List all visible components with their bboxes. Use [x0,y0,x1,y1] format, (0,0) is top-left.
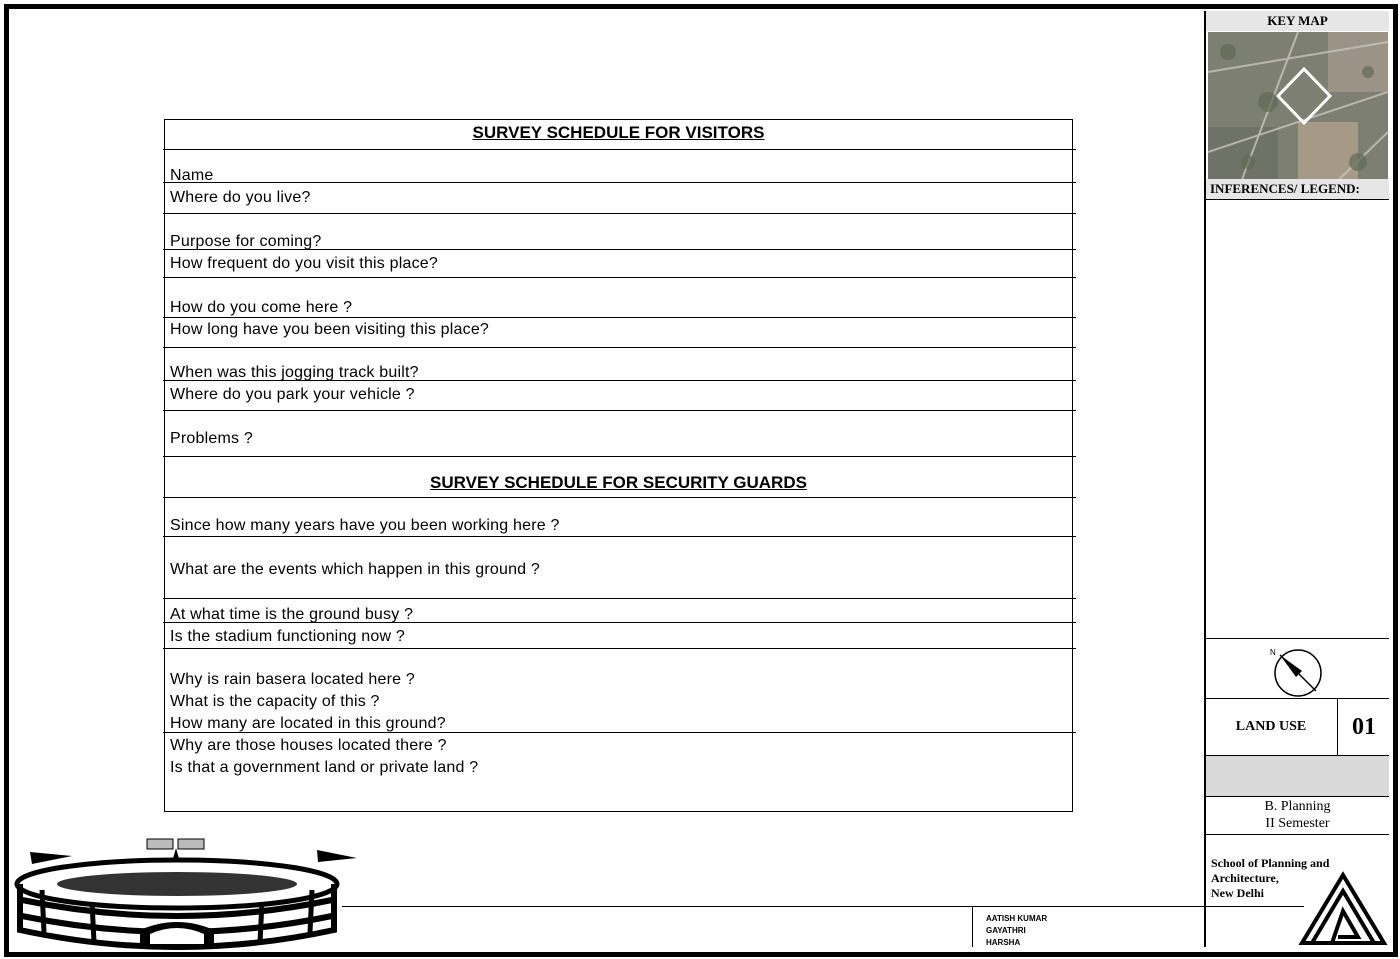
course-info [1206,798,1389,832]
footer-rule [342,906,1304,907]
author-names [986,913,1047,949]
question-track-built: When was this jogging track built? [170,364,419,381]
row-divider [163,249,1076,250]
row-divider [163,497,1076,498]
sheet-title: LAND USE [1235,719,1307,734]
guards-heading: SURVEY SCHEDULE FOR SECURITY GUARDS [430,473,807,492]
school-logo-icon [1298,871,1388,947]
visitors-heading: SURVEY SCHEDULE FOR VISITORS [472,123,765,142]
row-divider [163,456,1076,457]
question-transport: How do you come here ? [170,299,353,316]
grey-band [1206,756,1389,796]
question-events: What are the events which happen in this ground ? [170,561,541,578]
legend-title: INFERENCES/ LEGEND: [1206,179,1389,199]
row-divider [163,410,1076,411]
author-name: GAYATHRI [986,926,1026,935]
key-map-image [1208,32,1388,190]
question-frequency: How frequent do you visit this place? [170,255,438,272]
row-divider [163,149,1076,150]
row-divider [163,213,1076,214]
row-divider [163,182,1076,183]
row-divider [163,536,1076,537]
legend-rule [1206,199,1389,200]
question-purpose: Purpose for coming? [170,233,322,250]
author-name: HARSHA [986,938,1021,947]
row-divider [163,380,1076,381]
course-rule [1206,796,1389,797]
row-divider [163,277,1076,278]
course-semester: II Semester [1265,816,1330,831]
sheet-number: 01 [1337,699,1390,755]
question-name: Name [170,167,214,184]
row-divider [163,598,1076,599]
row-divider [163,347,1076,348]
key-map-title: KEY MAP [1206,11,1389,31]
question-busy-time: At what time is the ground busy ? [170,606,414,623]
course-program: B. Planning [1264,799,1331,814]
north-label: N [1270,648,1276,657]
names-divider [972,907,973,947]
question-houses: Why are those houses located there ? [170,737,447,754]
row-divider [163,648,1076,649]
north-arrow-icon [1266,647,1326,697]
north-rule [1206,638,1389,639]
author-name: AATISH KUMAR [986,914,1048,923]
question-residence: Where do you live? [170,189,311,206]
question-stadium-functioning: Is the stadium functioning now ? [170,628,405,645]
title-block [1204,11,1389,947]
school-line: Architecture, [1211,871,1279,885]
row-divider [163,622,1076,623]
question-duration: How long have you been visiting this place? [170,321,490,338]
stadium-illustration [12,834,362,950]
question-rain-basera: Why is rain basera located here ? [170,671,415,688]
question-land-type: Is that a government land or private land ? [170,759,479,776]
question-problems: Problems ? [170,430,253,447]
school-rule [1206,834,1389,835]
question-capacity: What is the capacity of this ? [170,693,380,710]
row-divider [163,317,1076,318]
row-divider [163,732,1076,733]
question-years-working: Since how many years have you been working here ? [170,517,560,534]
survey-table [164,119,1073,812]
question-how-many: How many are located in this ground? [170,715,446,732]
school-line: New Delhi [1211,886,1264,900]
school-line: School of Planning and [1211,856,1330,870]
question-parking: Where do you park your vehicle ? [170,386,415,403]
